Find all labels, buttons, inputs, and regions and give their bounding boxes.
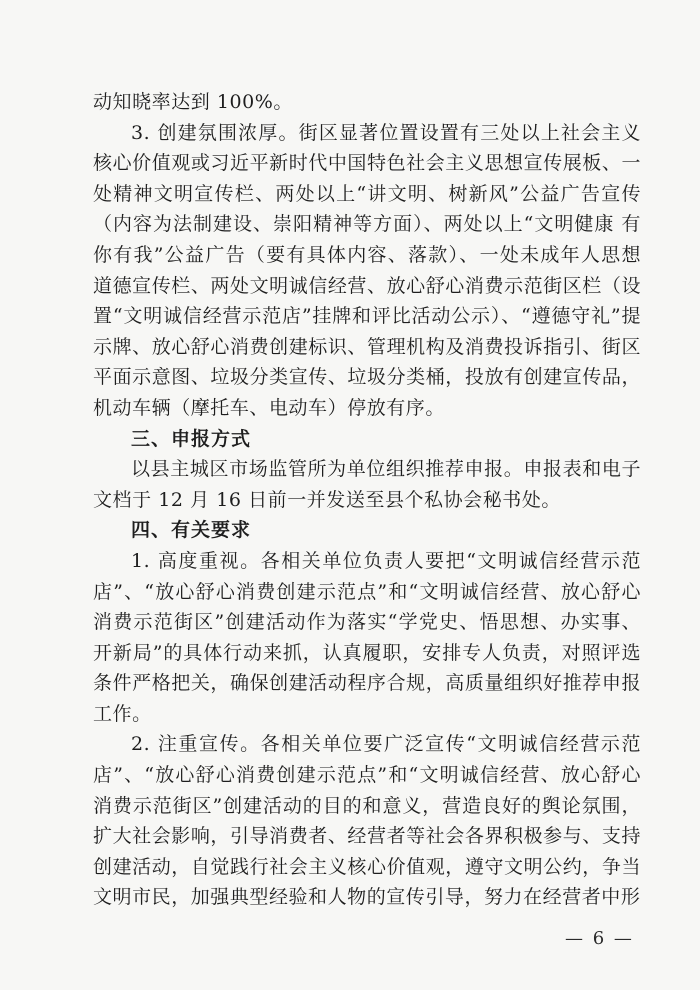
section-heading-requirements: 四、有关要求: [131, 519, 252, 542]
section-heading-application-method: 三、申报方式: [131, 427, 252, 450]
body-paragraph-creation-atmosphere: 3. 创建氛围浓厚。街区显著位置设置有三处以上社会主义核心价值观或习近平新时代中国特色社会主义思想宣传展板、一处精神文明宣传栏、两处以上“讲文明、树新风”公益广告宣传（内容为法制建设、崇阳精神等方面）、两处以上“文明健康 有你有我”公益广告（要有具体内容、落款）、一处未成年人思想道德宣传栏、两处文明诚信经营、放心舒心消费示范街区栏（设置“文明诚信经营示范店”挂牌和评比活动公示）、“遵德守礼”提示牌、放心舒心消费创建标识、管理机构及消费投诉指引、街区平面示意图、垃圾分类宣传、垃圾分类桶，投放有创建宣传品，机动车辆（摩托车、电动车）停放有序。: [93, 121, 641, 419]
page-number: — 6 —: [565, 928, 634, 949]
body-paragraph-continuation: 动知晓率达到 100%。: [93, 91, 293, 113]
body-paragraph-high-attention: 1. 高度重视。各相关单位负责人要把“文明诚信经营示范店”、“放心舒心消费创建示范点”和“文明诚信经营、放心舒心消费示范街区”创建活动作为落实“学党史、悟思想、办实事、开新局”的具体行动来抓，认真履职，安排专人负责，对照评选条件严格把关，确保创建活动程序合规，高质量组织好推荐申报工作。: [93, 549, 641, 725]
body-paragraph-publicity: 2. 注重宣传。各相关单位要广泛宣传“文明诚信经营示范店”、“放心舒心消费创建示范点”和“文明诚信经营、放心舒心消费示范街区”创建活动的目的和意义，营造良好的舆论氛围，扩大社会影响，引导消费者、经营者等社会各界积极参与、支持创建活动，自觉践行社会主义核心价值观，遵守文明公约，争当文明市民，加强典型经验和人物的宣传引导，努力在经营者中形: [93, 733, 641, 909]
document-body: [93, 87, 641, 913]
body-paragraph-application-method: 以县主城区市场监管所为单位组织推荐申报。申报表和电子文档于 12 月 16 日前一并发送至县个私协会秘书处。: [93, 458, 641, 511]
